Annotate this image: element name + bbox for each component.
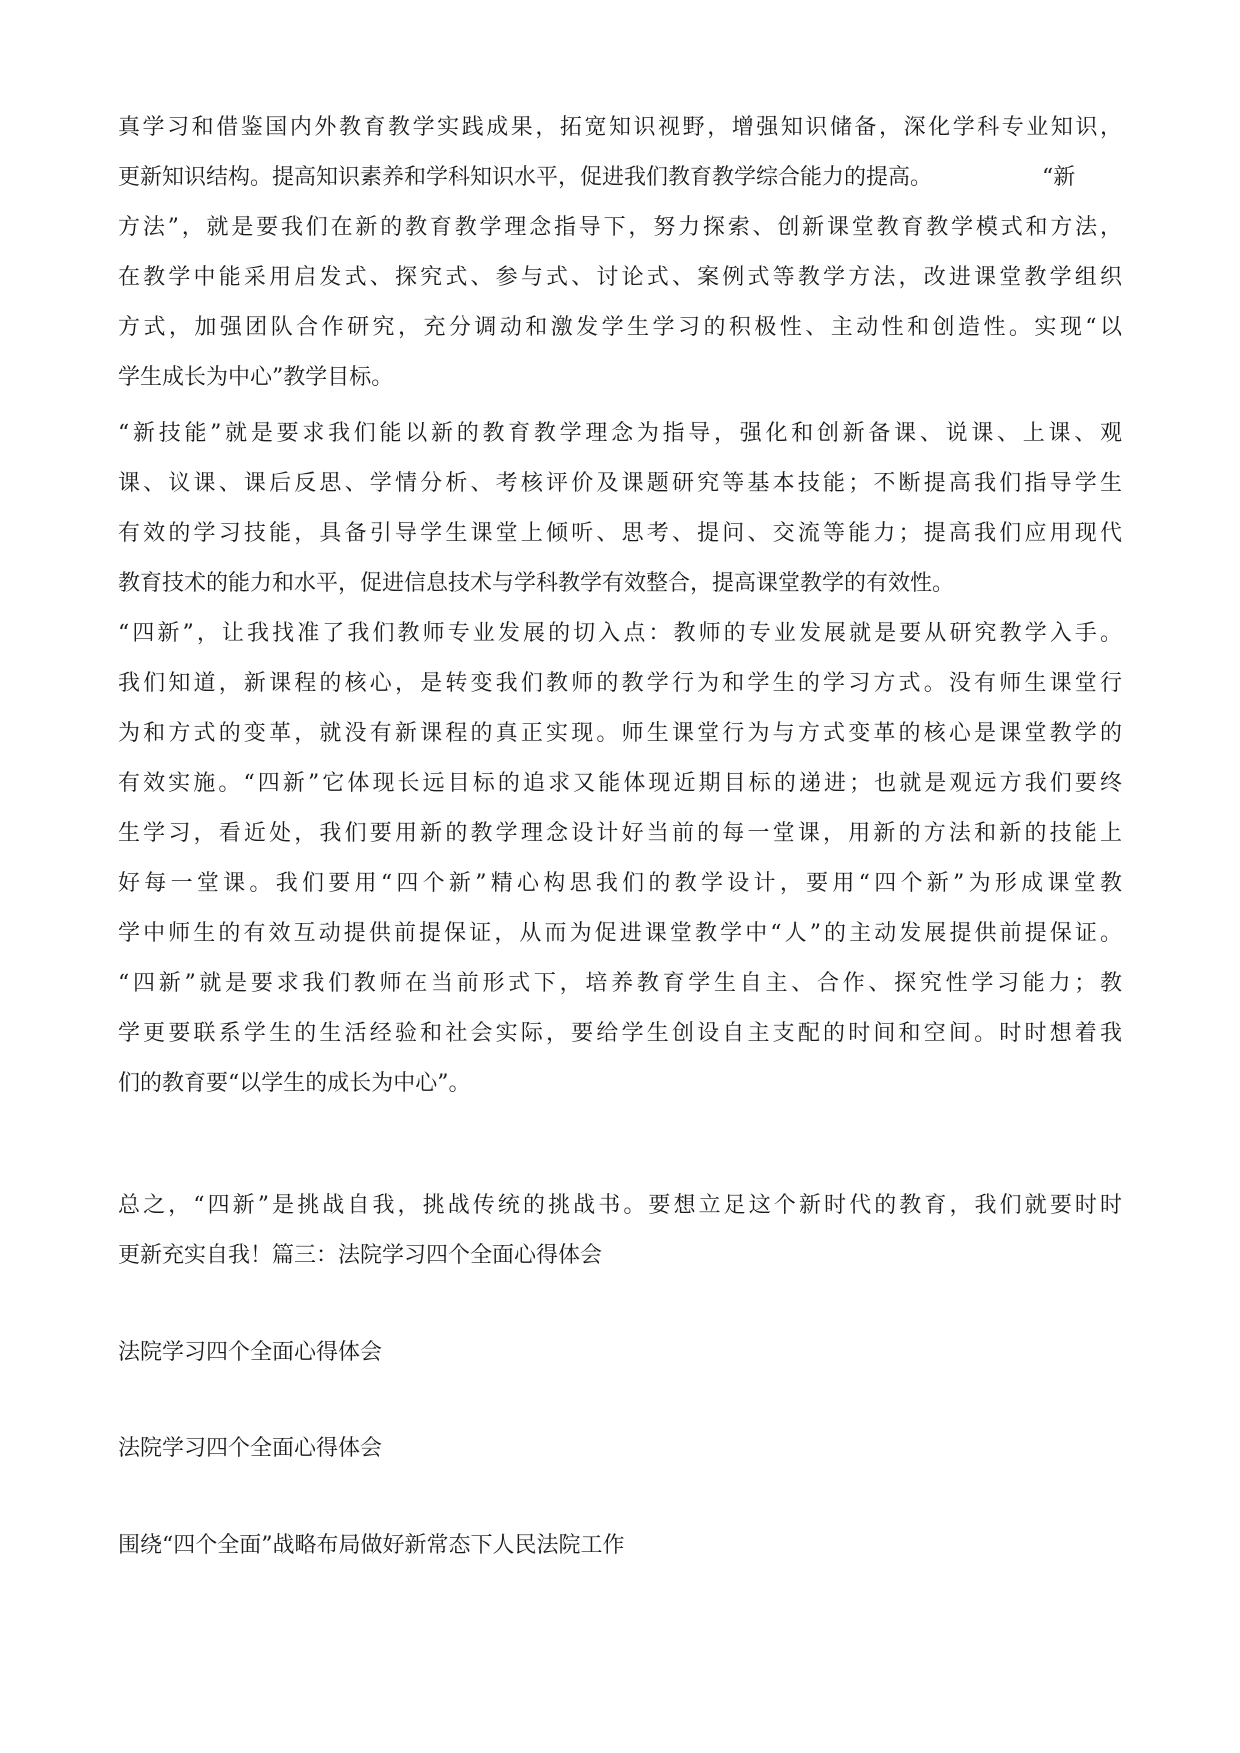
text-line: 方式，加强团队合作研究，充分调动和激发学生学习的积极性、主动性和创造性。实现“以 — [118, 315, 1122, 340]
paragraph-new-methods — [118, 103, 1122, 403]
text-line: 有效的学习技能，具备引导学生课堂上倾听、思考、提问、交流等能力；提高我们应用现代 — [118, 521, 1122, 546]
heading-court-study-2: 法院学习四个全面心得体会 — [118, 1436, 383, 1461]
text-line: 教育技术的能力和水平，促进信息技术与学科教学有效整合，提高课堂教学的有效性。 — [118, 571, 955, 596]
text-line: 真学习和借鉴国内外教育教学实践成果，拓宽知识视野，增强知识储备，深化学科专业知识， — [118, 115, 1122, 140]
text-line: “四新”，让我找准了我们教师专业发展的切入点：教师的专业发展就是要从研究教学入手。 — [118, 621, 1122, 646]
text-line: 学生成长为中心”教学目标。 — [118, 365, 394, 390]
text-line: 生学习，看近处，我们要用新的教学理念设计好当前的每一堂课，用新的方法和新的技能上 — [118, 821, 1122, 846]
text-line: 学更要联系学生的生活经验和社会实际，要给学生创设自主支配的时间和空间。时时想着我 — [118, 1021, 1122, 1046]
text-line: 好每一堂课。我们要用“四个新”精心构思我们的教学设计，要用“四个新”为形成课堂教 — [118, 871, 1122, 896]
text-line: 有效实施。“四新”它体现长远目标的追求又能体现近期目标的递进；也就是观远方我们要终 — [118, 771, 1122, 796]
text-line: 在教学中能采用启发式、探究式、参与式、讨论式、案例式等教学方法，改进课堂教学组织 — [118, 265, 1122, 290]
text-line: 课、议课、课后反思、学情分析、考核评价及课题研究等基本技能；不断提高我们指导学生 — [118, 471, 1122, 496]
text-line-with-tail — [118, 153, 1122, 203]
text-line: 更新知识结构。提高知识素养和学科知识水平，促进我们教育教学综合能力的提高。 — [118, 165, 933, 190]
text-line: 学中师生的有效互动提供前提保证，从而为促进课堂教学中“人”的主动发展提供前提保证。 — [118, 921, 1122, 946]
paragraph-new-skills — [118, 409, 1122, 1109]
text-line: 总之，“四新”是挑战自我，挑战传统的挑战书。要想立足这个新时代的教育，我们就要时时 — [118, 1193, 1122, 1218]
text-line: 方法”，就是要我们在新的教育教学理念指导下，努力探索、创新课堂教育教学模式和方法， — [118, 215, 1122, 240]
text-line: 们的教育要“以学生的成长为中心”。 — [118, 1071, 471, 1096]
text-line-tail: “新 — [1042, 165, 1076, 190]
text-line: 为和方式的变革，就没有新课程的真正实现。师生课堂行为与方式变革的核心是课堂教学的 — [118, 721, 1122, 746]
heading-four-comprehensives: 围绕“四个全面”战略布局做好新常态下人民法院工作 — [118, 1533, 625, 1558]
heading-court-study-1: 法院学习四个全面心得体会 — [118, 1340, 383, 1365]
text-line: 我们知道，新课程的核心，是转变我们教师的教学行为和学生的学习方式。没有师生课堂行 — [118, 671, 1122, 696]
paragraph-summary — [118, 1181, 1122, 1281]
text-line: 更新充实自我！篇三：法院学习四个全面心得体会 — [118, 1243, 603, 1268]
text-line: “四新”就是要求我们教师在当前形式下，培养教育学生自主、合作、探究性学习能力；教 — [118, 971, 1122, 996]
text-line: “新技能”就是要求我们能以新的教育教学理念为指导，强化和创新备课、说课、上课、观 — [118, 421, 1122, 446]
